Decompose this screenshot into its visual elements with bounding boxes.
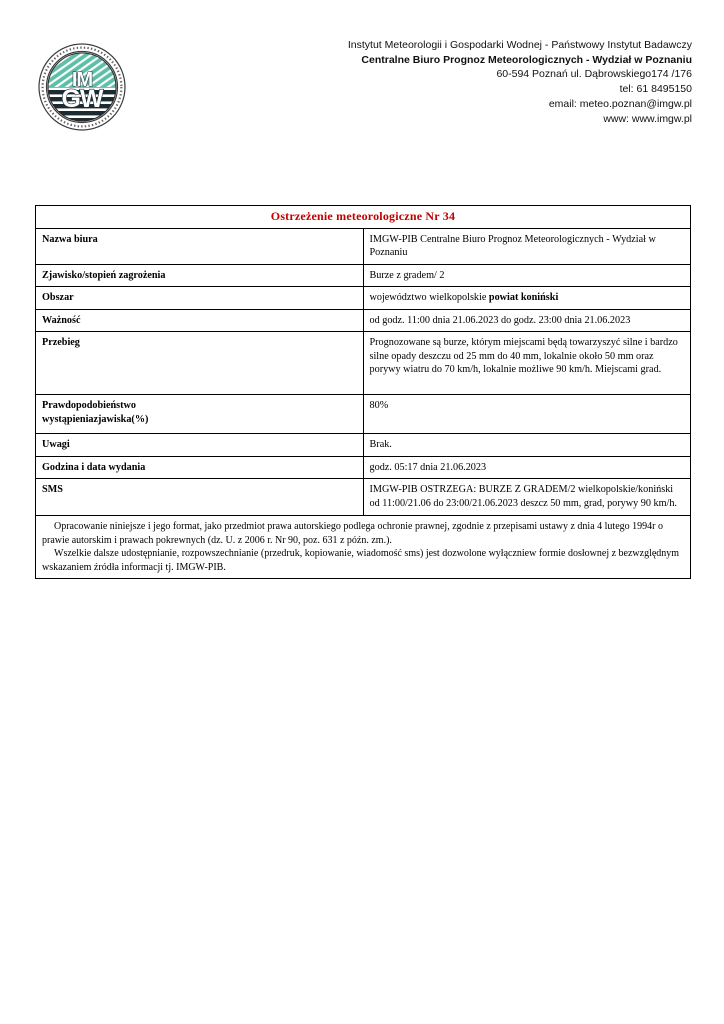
table-row-area bbox=[36, 287, 691, 310]
header-line-institute: Instytut Meteorologii i Gospodarki Wodnej - Państwowy Instytut Badawczy bbox=[347, 39, 692, 51]
label-sms: SMS bbox=[36, 479, 364, 516]
svg-text:GW: GW bbox=[61, 85, 103, 113]
meteorological-warning-table bbox=[35, 205, 691, 579]
value-area-county: powiat koniński bbox=[488, 292, 559, 303]
table-row-title bbox=[36, 206, 691, 229]
label-remarks: Uwagi bbox=[36, 434, 364, 457]
header-line-department: Centralne Biuro Prognoz Meteorologicznych - Wydział w Poznaniu bbox=[361, 53, 692, 66]
value-validity: od godz. 11:00 dnia 21.06.2023 do godz. 23:00 dnia 21.06.2023 bbox=[363, 309, 691, 332]
value-area bbox=[363, 287, 691, 310]
value-issue-time: godz. 05:17 dnia 21.06.2023 bbox=[363, 456, 691, 479]
value-sms: IMGW-PIB OSTRZEGA: BURZE Z GRADEM/2 wielkopolskie/koniński od 11:00/21.06 do 23:00/21.06.2023 deszcz 50 mm, grad, porywy 90 km/h. bbox=[363, 479, 691, 516]
label-issue-time: Godzina i data wydania bbox=[36, 456, 364, 479]
table-row-phenomenon bbox=[36, 264, 691, 287]
label-area: Obszar bbox=[36, 287, 364, 310]
legal-paragraph-distribution: Wszelkie dalsze udostępnianie, rozpowszechnianie (przedruk, kopiowanie, wiadomość sms) jest dozwolone wyłączniew formie dosłownej z bezwzględnym wskazaniem źródła informacji tj. IMGW-PIB. bbox=[42, 548, 680, 573]
table-row-issue-time bbox=[36, 456, 691, 479]
legal-notice bbox=[36, 516, 691, 579]
table-row-office bbox=[36, 228, 691, 264]
value-office: IMGW-PIB Centralne Biuro Prognoz Meteorologicznych - Wydział w Poznaniu bbox=[363, 228, 691, 264]
document-header bbox=[0, 0, 724, 160]
value-phenomenon: Burze z gradem/ 2 bbox=[363, 264, 691, 287]
institute-address-block bbox=[150, 38, 692, 126]
table-row-remarks bbox=[36, 434, 691, 457]
value-area-voivodeship: województwo wielkopolskie bbox=[369, 292, 489, 303]
value-remarks: Brak. bbox=[363, 434, 691, 457]
svg-text:IM: IM bbox=[71, 69, 93, 91]
value-course: Prognozowane są burze, którym miejscami będą towarzyszyć silne i bardzo silne opady deszczu od 25 mm do 40 mm, lokalnie około 50 mm oraz porywy wiatru do 70 km/h, lokalnie możliwe 90 km/h. Miejscami grad. bbox=[363, 332, 691, 395]
label-phenomenon: Zjawisko/stopień zagrożenia bbox=[36, 264, 364, 287]
header-line-website: www: www.imgw.pl bbox=[603, 112, 692, 125]
label-probability-line2: wystąpieniazjawiska(%) bbox=[42, 413, 149, 425]
table-row-course bbox=[36, 332, 691, 395]
table-row-validity bbox=[36, 309, 691, 332]
header-line-email: email: meteo.poznan@imgw.pl bbox=[548, 97, 692, 110]
label-validity: Ważność bbox=[36, 309, 364, 332]
value-probability: 80% bbox=[363, 395, 691, 434]
label-probability bbox=[36, 395, 364, 434]
table-row-probability bbox=[36, 395, 691, 434]
header-line-phone: tel: 61 8495150 bbox=[619, 83, 692, 96]
table-row-sms bbox=[36, 479, 691, 516]
legal-paragraph-copyright: Opracowanie niniejsze i jego format, jako przedmiot prawa autorskiego podlega ochronie prawnej, zgodnie z przepisami ustawy z dnia 4 lutego 1994r o prawie autorskim i prawach pokrewnych (dz. U. z 2006 r. Nr 90, poz. 631 z późn. zm.). bbox=[42, 521, 663, 546]
header-line-address: 60-594 Poznań ul. Dąbrowskiego174 /176 bbox=[496, 68, 692, 81]
label-office: Nazwa biura bbox=[36, 228, 364, 264]
table-row-legal bbox=[36, 516, 691, 579]
imgw-logo-icon bbox=[36, 41, 128, 133]
label-probability-line1: Prawdopodobieństwo bbox=[42, 400, 136, 411]
warning-title: Ostrzeżenie meteorologiczne Nr 34 bbox=[36, 206, 691, 229]
label-course: Przebieg bbox=[36, 332, 364, 395]
